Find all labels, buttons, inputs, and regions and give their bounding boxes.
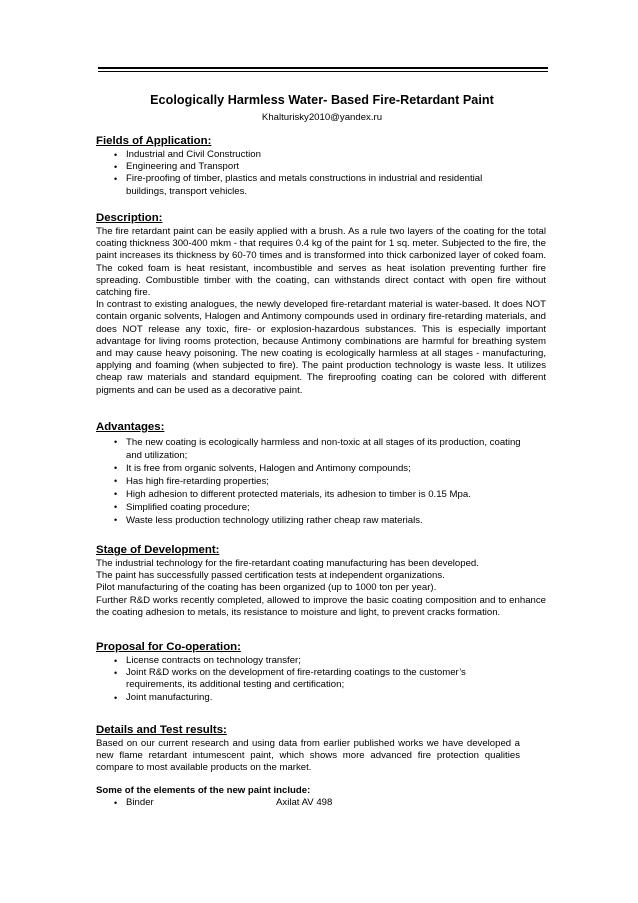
list-item: • Simplified coating procedure; (114, 502, 250, 513)
section-heading: Description: (96, 212, 163, 224)
stage-paragraph-1: The industrial technology for the fire-retardant coating manufacturing has been developed. (96, 558, 479, 569)
description-paragraph-1: The fire retardant paint can be easily applied with a brush. As a rule two layers of the coating for the total coating thickness 300-400 mkm - that requires 0.4 kg of the paint for 1 sq. meter. Subjected to the fire, the paint increases its thickness by 60-70 times and is transformed into thick carbonized layer of coked foam. The coked foam is heat resistant, incombustible and serves as heat isolation preventing further fire spreading. Combustible timber with the coating, can withstands direct contact with open fire without catching fire. (96, 226, 546, 299)
list-item: • Waste less production technology utilizing rather cheap raw materials. (114, 515, 423, 526)
section-description (96, 211, 546, 397)
elements-list (96, 797, 546, 809)
advantages-list (96, 436, 546, 527)
list-item: • Engineering and Transport (114, 161, 240, 173)
section-heading: Stage of Development: (96, 544, 220, 556)
list-item: • The new coating is ecologically harmless and non-toxic at all stages of its production, coating and utilization; (114, 437, 521, 461)
description-paragraph-2: In contrast to existing analogues, the newly developed fire-retardant material is water-based. It does NOT contain organic solvents, Halogen and Antimony compounds used in ordinary fire-retarding materials, and does NOT release any toxic, fire- or explosion-hazardous substances. This is especially important advantage for living rooms protection, because Antimony combinations are harmful for breathing system and may cause heavy poisoning. The new coating is ecologically harmless at all stages - manufacturing, applying and foaming (when subjected to fire). The paint production technology is waste less. It utilizes cheap raw materials and standard equipment. The fireproofing coating can be colored with different pigments and can be used as a decorative paint. (96, 299, 546, 396)
proposal-list (96, 655, 546, 704)
section-heading: Advantages: (96, 421, 165, 433)
top-rule-thick (98, 67, 548, 69)
elements-subheading: Some of the elements of the new paint include: (96, 784, 311, 796)
contact-email: Khalturisky2010@yandex.ru (261, 112, 383, 123)
document-title: Ecologically Harmless Water- Based Fire-Retardant Paint (150, 93, 494, 107)
section-proposal (96, 640, 546, 704)
list-item: • Industrial and Civil Construction (114, 149, 261, 160)
fields-list (96, 149, 546, 198)
list-item: • Binder Axilat AV 498 (114, 796, 333, 808)
section-heading: Proposal for Co-operation: (96, 641, 241, 653)
list-item: • High adhesion to different protected materials, its adhesion to timber is 0.15 Mpa. (114, 489, 471, 500)
binder-value: Axilat AV 498 (276, 796, 333, 808)
binder-label: Binder (126, 796, 154, 808)
stage-paragraph-3: Pilot manufacturing of the coating has been organized (up to 1000 ton per year). (96, 582, 437, 594)
stage-paragraph-4: Further R&D works recently completed, allowed to improve the basic coating composition and to enhance the coating adhesion to metals, its resistance to moisture and light, to prevent cracks formation. (96, 594, 546, 618)
stage-paragraph-2: The paint has successfully passed certification tests at independent organizations. (96, 570, 445, 582)
section-advantages (96, 420, 546, 527)
list-item: • Joint R&D works on the development of fire-retarding coatings to the customer’s requirements, its additional testing and certification; (114, 667, 466, 691)
list-item: • License contracts on technology transfer; (114, 655, 301, 666)
list-item: • Joint manufacturing. (114, 691, 213, 703)
section-stage-of-development (96, 543, 546, 619)
list-item: • It is free from organic solvents, Halogen and Antimony compounds; (114, 463, 411, 474)
section-heading: Fields of Application: (96, 135, 212, 147)
list-item: • Fire-proofing of timber, plastics and metals constructions in industrial and residential buildings, transport vehicles. (114, 173, 483, 197)
section-heading: Details and Test results: (96, 724, 227, 736)
section-fields-of-application (96, 134, 546, 198)
list-item: • Has high fire-retarding properties; (114, 476, 269, 487)
section-details (96, 723, 546, 809)
top-rule-thin (98, 71, 548, 72)
details-paragraph: Based on our current research and using data from earlier published works we have developed a new flame retardant intumescent paint, which shows more advanced fire protection qualities compare to most available products on the market. (96, 738, 520, 774)
